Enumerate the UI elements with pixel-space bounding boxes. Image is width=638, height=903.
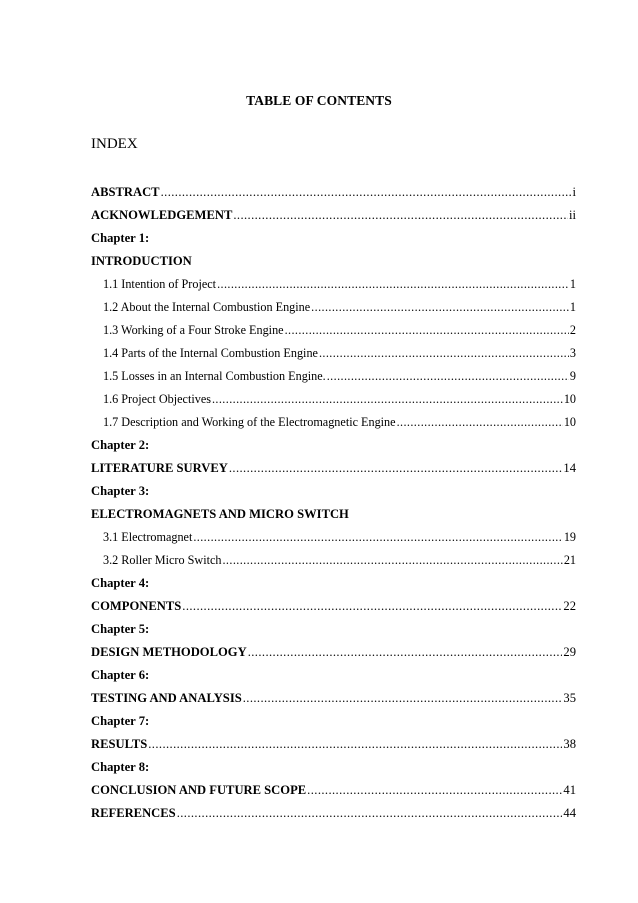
toc-entry-label: 1.5 Losses in an Internal Combustion Engine. [103,369,326,383]
toc-entry [91,204,576,227]
dot-leader [397,411,563,434]
toc-section-heading: Chapter 6: [91,668,150,682]
toc-page-number: 3 [569,346,576,360]
toc-page-number: 41 [563,783,576,797]
toc-entry-label: TESTING AND ANALYSIS [91,691,242,705]
toc-page-number: 21 [563,553,576,567]
index-heading: INDEX [91,136,138,152]
toc-page-number: 10 [563,415,576,429]
toc-entry-label: 1.4 Parts of the Internal Combustion Engine [103,346,318,360]
dot-leader [222,549,562,572]
toc-entry [91,733,576,756]
dot-leader [243,687,563,710]
dot-leader [161,181,572,204]
dot-leader [319,342,569,365]
toc-subsection-entry [91,319,576,342]
toc-subsection-entry [91,342,576,365]
toc-subsection-entry [91,411,576,434]
toc-entry-label: DESIGN METHODOLOGY [91,645,247,659]
toc-entry-label: 1.7 Description and Working of the Electromagnetic Engine [103,415,396,429]
toc-subsection-entry [91,296,576,319]
page-title: TABLE OF CONTENTS [246,93,392,108]
toc-section-heading: Chapter 3: [91,484,150,498]
toc-entry-label: ACKNOWLEDGEMENT [91,208,233,222]
toc-entry-label: 1.2 About the Internal Combustion Engine [103,300,311,314]
dot-leader [212,388,563,411]
toc-page-number: 9 [569,369,576,383]
toc-entry-label: 3.1 Electromagnet [103,530,193,544]
table-of-contents [91,181,576,825]
toc-entry [91,181,576,204]
toc-section-heading: Chapter 5: [91,622,150,636]
toc-entry-label: 1.3 Working of a Four Stroke Engine [103,323,284,337]
toc-subsection-entry [91,526,576,549]
toc-page-number: 2 [569,323,576,337]
toc-page-number: 38 [563,737,576,751]
toc-entry-label: COMPONENTS [91,599,182,613]
toc-entry-label: RESULTS [91,737,148,751]
toc-entry [91,595,576,618]
toc-entry-label: 1.6 Project Objectives [103,392,211,406]
toc-section-heading: INTRODUCTION [91,254,192,268]
toc-subsection-entry [91,388,576,411]
dot-leader [182,595,562,618]
toc-page-number: 10 [563,392,576,406]
toc-section-heading: Chapter 4: [91,576,150,590]
dot-leader [193,526,562,549]
toc-page-number: 22 [563,599,576,613]
toc-entry [91,779,576,802]
toc-subsection-entry [91,273,576,296]
dot-leader [177,802,563,825]
toc-page-number: 44 [563,806,576,820]
toc-entry [91,457,576,480]
toc-page-number: i [572,185,576,199]
toc-page-number: 29 [563,645,576,659]
toc-entry-label: REFERENCES [91,806,176,820]
toc-entry-label: ABSTRACT [91,185,160,199]
toc-subsection-entry [91,549,576,572]
toc-section-heading: Chapter 1: [91,231,150,245]
toc-entry-label: LITERATURE SURVEY [91,461,228,475]
toc-section-heading: ELECTROMAGNETS AND MICRO SWITCH [91,507,349,521]
toc-entry-label: 1.1 Intention of Project [103,277,217,291]
dot-leader [327,365,569,388]
toc-page-number: 19 [563,530,576,544]
toc-entry [91,687,576,710]
toc-page-number: ii [569,208,576,222]
dot-leader [148,733,562,756]
toc-entry-label: 3.2 Roller Micro Switch [103,553,222,567]
dot-leader [233,204,568,227]
dot-leader [217,273,569,296]
toc-subsection-entry [91,365,576,388]
toc-section-heading: Chapter 8: [91,760,150,774]
toc-page-number: 1 [569,300,576,314]
dot-leader [285,319,569,342]
dot-leader [311,296,569,319]
toc-section-heading: Chapter 2: [91,438,150,452]
toc-entry [91,802,576,825]
toc-page-number: 35 [563,691,576,705]
toc-page-number: 1 [569,277,576,291]
toc-entry [91,641,576,664]
dot-leader [307,779,562,802]
dot-leader [248,641,563,664]
toc-entry-label: CONCLUSION AND FUTURE SCOPE [91,783,307,797]
dot-leader [229,457,563,480]
toc-section-heading: Chapter 7: [91,714,150,728]
toc-page-number: 14 [563,461,576,475]
